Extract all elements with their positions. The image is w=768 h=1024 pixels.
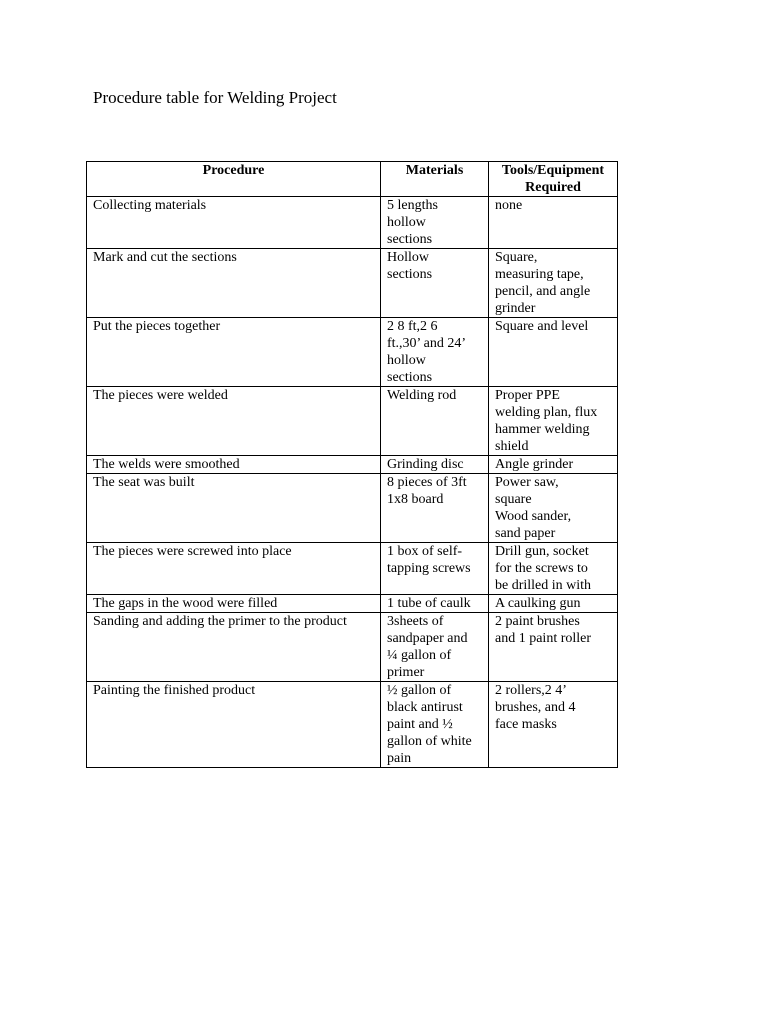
materials-cell-line: Welding rod xyxy=(387,388,457,403)
tools-cell-line: grinder xyxy=(495,301,536,316)
materials-cell-line: ¼ gallon of xyxy=(387,648,452,663)
tools-cell xyxy=(489,249,618,318)
materials-cell-line: ½ gallon of xyxy=(387,683,452,698)
tools-cell xyxy=(489,456,618,474)
materials-cell-line: ft.,30’ and 24’ xyxy=(387,336,467,351)
table-row xyxy=(87,474,618,543)
materials-cell-line: 2 8 ft,2 6 xyxy=(387,319,438,334)
materials-cell-line: 3sheets of xyxy=(387,614,444,629)
tools-cell xyxy=(489,318,618,387)
materials-cell xyxy=(381,456,489,474)
procedure-cell-line: Mark and cut the sections xyxy=(93,250,237,265)
tools-cell-line: measuring tape, xyxy=(495,267,584,282)
table-row xyxy=(87,595,618,613)
tools-cell-line: sand paper xyxy=(495,526,556,541)
tools-cell-line: hammer welding xyxy=(495,422,590,437)
materials-cell xyxy=(381,249,489,318)
materials-cell xyxy=(381,543,489,595)
tools-cell xyxy=(489,595,618,613)
tools-cell-line: brushes, and 4 xyxy=(495,700,576,715)
procedure-cell-line: Painting the finished product xyxy=(93,683,256,698)
table-row xyxy=(87,318,618,387)
tools-cell-line: Power saw, xyxy=(495,475,559,490)
materials-cell-line: 8 pieces of 3ft xyxy=(387,475,467,490)
materials-cell-line: sections xyxy=(387,267,433,282)
tools-cell-line: be drilled in with xyxy=(495,578,592,593)
materials-cell-line: Grinding disc xyxy=(387,457,464,472)
procedure-cell-line: Put the pieces together xyxy=(93,319,221,334)
materials-cell xyxy=(381,474,489,543)
materials-cell-line: hollow xyxy=(387,353,426,368)
tools-cell xyxy=(489,474,618,543)
header-procedure xyxy=(87,162,381,197)
tools-cell-line: Proper PPE xyxy=(495,388,560,403)
materials-cell-line: Hollow xyxy=(387,250,429,265)
table-row xyxy=(87,543,618,595)
tools-cell-line: and 1 paint roller xyxy=(495,631,592,646)
procedure-cell xyxy=(87,682,381,768)
materials-cell xyxy=(381,197,489,249)
materials-cell-line: 1 box of self- xyxy=(387,544,463,559)
table-row xyxy=(87,682,618,768)
document-title: Procedure table for Welding Project xyxy=(93,88,337,107)
header-materials-label: Materials xyxy=(405,163,464,178)
procedure-cell-line: The pieces were screwed into place xyxy=(93,544,292,559)
procedure-cell-line: The pieces were welded xyxy=(93,388,228,403)
header-tools-label-line: Required xyxy=(525,180,581,195)
materials-cell xyxy=(381,387,489,456)
materials-cell-line: sections xyxy=(387,232,433,247)
procedure-cell xyxy=(87,613,381,682)
materials-cell-line: 1 tube of caulk xyxy=(387,596,471,611)
header-materials xyxy=(381,162,489,197)
tools-cell-line: Square, xyxy=(495,250,538,265)
tools-cell-line: none xyxy=(495,198,523,213)
tools-cell-line: 2 paint brushes xyxy=(495,614,580,629)
table-row xyxy=(87,197,618,249)
materials-cell-line: gallon of white xyxy=(387,734,472,749)
tools-cell-line: welding plan, flux xyxy=(495,405,598,420)
materials-cell xyxy=(381,595,489,613)
procedure-cell xyxy=(87,318,381,387)
tools-cell xyxy=(489,197,618,249)
procedure-cell-line: The seat was built xyxy=(93,475,195,490)
materials-cell-line: pain xyxy=(387,751,412,766)
materials-cell-line: hollow xyxy=(387,215,426,230)
materials-cell-line: tapping screws xyxy=(387,561,471,576)
tools-cell-line: Square and level xyxy=(495,319,589,334)
tools-cell xyxy=(489,387,618,456)
table-header-row xyxy=(87,162,618,197)
tools-cell-line: pencil, and angle xyxy=(495,284,591,299)
procedure-cell-line: Sanding and adding the primer to the product xyxy=(93,614,347,629)
header-tools-label-line: Tools/Equipment xyxy=(501,163,605,178)
materials-cell xyxy=(381,318,489,387)
procedure-cell xyxy=(87,595,381,613)
table-body xyxy=(87,197,618,768)
procedure-cell xyxy=(87,456,381,474)
tools-cell xyxy=(489,682,618,768)
procedure-cell-line: The welds were smoothed xyxy=(93,457,240,472)
materials-cell-line: paint and ½ xyxy=(387,717,453,732)
table-row xyxy=(87,613,618,682)
procedure-table xyxy=(86,161,618,768)
tools-cell-line: Drill gun, socket xyxy=(495,544,589,559)
header-procedure-label: Procedure xyxy=(202,163,265,178)
materials-cell-line: 5 lengths xyxy=(387,198,438,213)
procedure-cell xyxy=(87,387,381,456)
materials-cell-line: sandpaper and xyxy=(387,631,468,646)
tools-cell xyxy=(489,613,618,682)
materials-cell-line: black antirust xyxy=(387,700,463,715)
tools-cell-line: A caulking gun xyxy=(495,596,581,611)
table-row xyxy=(87,456,618,474)
tools-cell-line: for the screws to xyxy=(495,561,588,576)
procedure-cell-line: Collecting materials xyxy=(93,198,207,213)
procedure-cell xyxy=(87,474,381,543)
tools-cell-line: Wood sander, xyxy=(495,509,572,524)
procedure-cell-line: The gaps in the wood were filled xyxy=(93,596,278,611)
materials-cell-line: 1x8 board xyxy=(387,492,444,507)
tools-cell-line: face masks xyxy=(495,717,557,732)
materials-cell-line: sections xyxy=(387,370,433,385)
tools-cell-line: Angle grinder xyxy=(495,457,574,472)
tools-cell-line: 2 rollers,2 4’ xyxy=(495,683,567,698)
procedure-cell xyxy=(87,197,381,249)
materials-cell xyxy=(381,613,489,682)
table-row xyxy=(87,249,618,318)
tools-cell-line: square xyxy=(495,492,532,507)
materials-cell-line: primer xyxy=(387,665,425,680)
procedure-cell xyxy=(87,543,381,595)
tools-cell-line: shield xyxy=(495,439,529,454)
materials-cell xyxy=(381,682,489,768)
table-row xyxy=(87,387,618,456)
header-tools xyxy=(489,162,618,197)
procedure-cell xyxy=(87,249,381,318)
tools-cell xyxy=(489,543,618,595)
